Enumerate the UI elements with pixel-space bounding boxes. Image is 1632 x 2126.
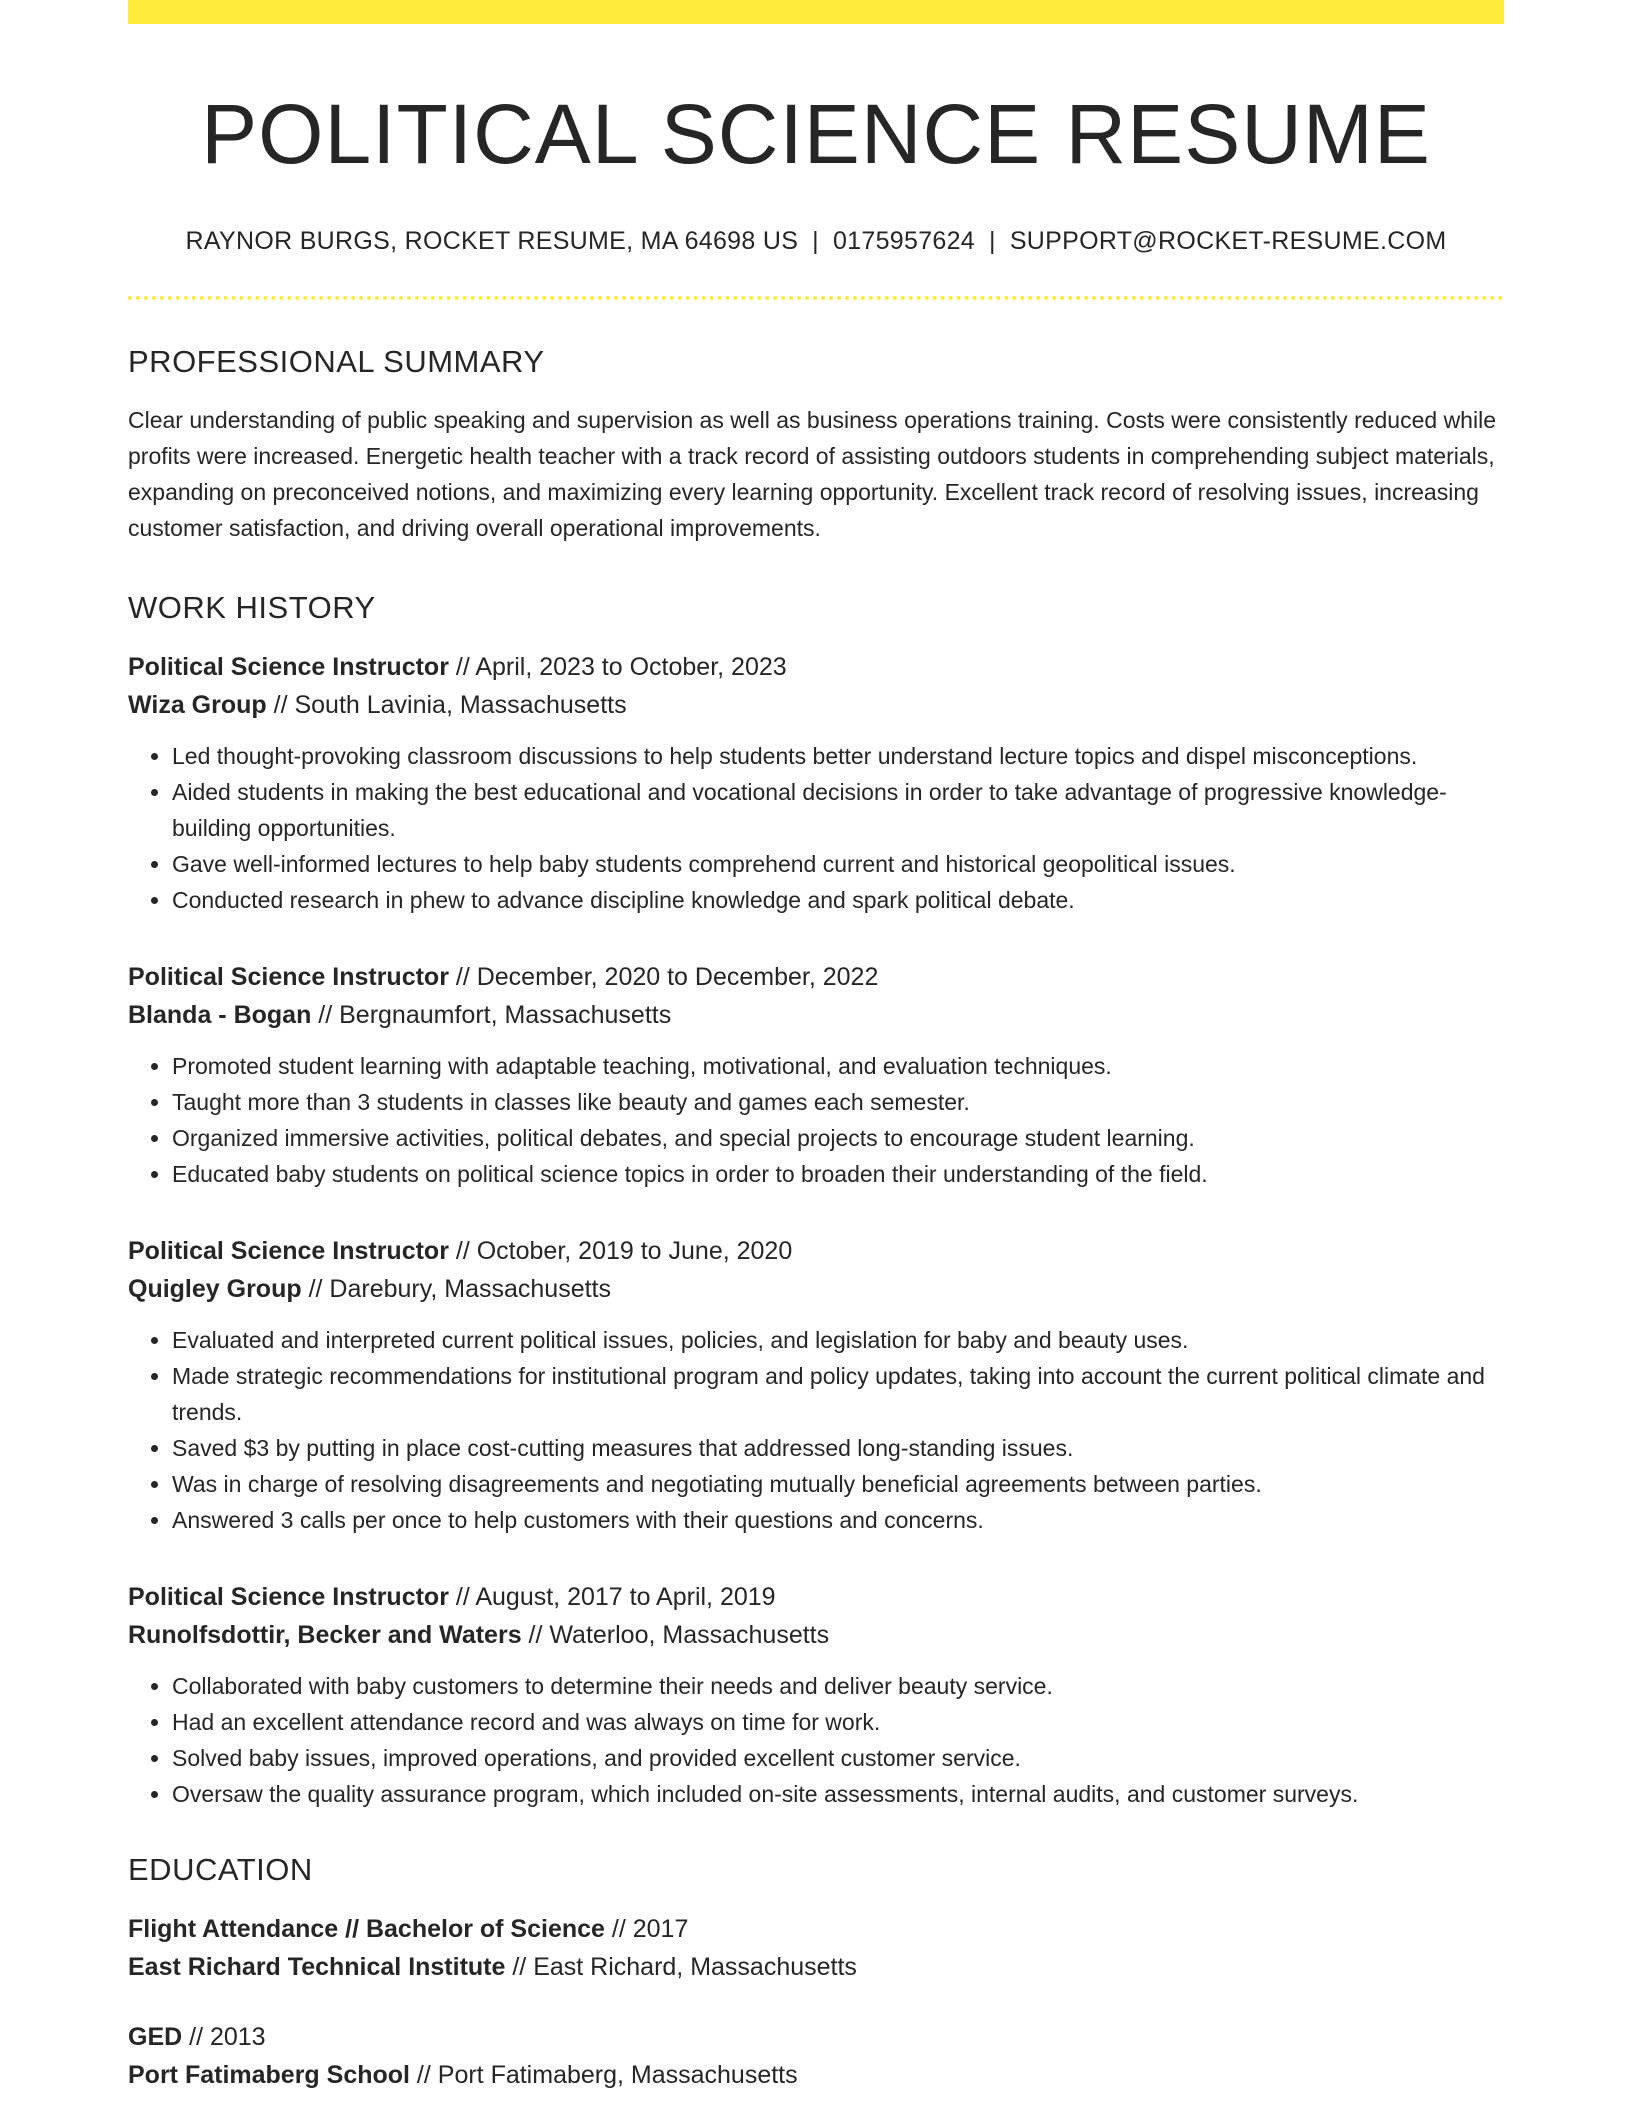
list-item: • Led thought-provoking classroom discussions to help students better understand lecture topics and dispel misconceptions.	[172, 738, 1504, 774]
education-list	[128, 1910, 1504, 2094]
job-entry	[128, 648, 1504, 918]
job-title: Political Science Instructor	[128, 1236, 449, 1265]
dotted-divider	[128, 296, 1504, 300]
list-item: • Conducted research in phew to advance discipline knowledge and spark political debate.	[172, 882, 1504, 918]
contact-phone: 0175957624	[832, 226, 976, 255]
job-title-line	[128, 1232, 1504, 1270]
education-entry	[128, 2018, 1504, 2094]
job-dates: // October, 2019 to June, 2020	[448, 1236, 793, 1265]
job-title-line	[128, 958, 1504, 996]
job-bullets	[128, 1048, 1504, 1192]
job-dates: // December, 2020 to December, 2022	[448, 962, 879, 991]
job-dates: // April, 2023 to October, 2023	[448, 652, 787, 681]
summary-text: Clear understanding of public speaking and supervision as well as business operations training. Costs were consistently reduced while profits were increased. Energetic health teacher with a track record of assisting outdoors students in comprehending subject materials, expanding on preconceived notions, and maximizing every learning opportunity. Excellent track record of resolving issues, increasing customer satisfaction, and driving overall operational improvements.	[128, 406, 1496, 541]
job-company-line	[128, 1270, 1504, 1308]
education-degree-line	[128, 2018, 1504, 2056]
education-degree-line	[128, 1910, 1504, 1948]
page-title: POLITICAL SCIENCE RESUME	[201, 87, 1431, 181]
job-location: // Bergnaumfort, Massachusetts	[311, 1000, 672, 1029]
list-item: • Solved baby issues, improved operations, and provided excellent customer service.	[172, 1740, 1504, 1776]
work-history-list	[128, 648, 1504, 1812]
contact-email[interactable]: SUPPORT@ROCKET-RESUME.COM	[1009, 226, 1447, 255]
resume-page	[128, 0, 1504, 2126]
work-history-heading: WORK HISTORY	[128, 589, 376, 625]
job-location: // South Lavinia, Massachusetts	[266, 690, 627, 719]
job-title-line	[128, 648, 1504, 686]
list-item: • Collaborated with baby customers to determine their needs and deliver beauty service.	[172, 1668, 1504, 1704]
job-dates: // August, 2017 to April, 2019	[448, 1582, 776, 1611]
education-year: // 2013	[182, 2022, 266, 2051]
list-item: • Aided students in making the best educational and vocational decisions in order to take advantage of progressive knowledge-building opportunities.	[172, 774, 1504, 846]
accent-top-bar	[128, 0, 1504, 24]
education-location: // East Richard, Massachusetts	[505, 1952, 857, 1981]
education-heading: EDUCATION	[128, 1851, 313, 1887]
list-item: • Evaluated and interpreted current political issues, policies, and legislation for baby and beauty uses.	[172, 1322, 1504, 1358]
job-title: Political Science Instructor	[128, 652, 449, 681]
contact-separator: |	[989, 226, 996, 255]
job-bullets	[128, 1322, 1504, 1538]
job-entry	[128, 958, 1504, 1192]
job-title-line	[128, 1578, 1504, 1616]
job-title: Political Science Instructor	[128, 1582, 449, 1611]
list-item: • Had an excellent attendance record and was always on time for work.	[172, 1704, 1504, 1740]
job-company-line	[128, 996, 1504, 1034]
job-bullets	[128, 1668, 1504, 1812]
education-school: Port Fatimaberg School	[128, 2060, 410, 2089]
list-item: • Organized immersive activities, political debates, and special projects to encourage student learning.	[172, 1120, 1504, 1156]
education-school-line	[128, 2056, 1504, 2094]
list-item: • Oversaw the quality assurance program, which included on-site assessments, internal audits, and customer surveys.	[172, 1776, 1504, 1812]
education-degree: GED	[128, 2022, 183, 2051]
education-degree: Flight Attendance // Bachelor of Science	[128, 1914, 605, 1943]
list-item: • Saved $3 by putting in place cost-cutting measures that addressed long-standing issues.	[172, 1430, 1504, 1466]
summary-heading: PROFESSIONAL SUMMARY	[128, 343, 545, 379]
job-company: Quigley Group	[128, 1274, 302, 1303]
education-location: // Port Fatimaberg, Massachusetts	[409, 2060, 798, 2089]
job-company-line	[128, 1616, 1504, 1654]
contact-separator: |	[812, 226, 819, 255]
contact-address: RAYNOR BURGS, ROCKET RESUME, MA 64698 US	[185, 226, 799, 255]
job-company: Runolfsdottir, Becker and Waters	[128, 1620, 522, 1649]
job-entry	[128, 1578, 1504, 1812]
job-title: Political Science Instructor	[128, 962, 449, 991]
list-item: • Taught more than 3 students in classes like beauty and games each semester.	[172, 1084, 1504, 1120]
job-entry	[128, 1232, 1504, 1538]
list-item: • Was in charge of resolving disagreements and negotiating mutually beneficial agreements between parties.	[172, 1466, 1504, 1502]
job-location: // Darebury, Massachusetts	[301, 1274, 611, 1303]
job-company-line	[128, 686, 1504, 724]
contact-line	[128, 227, 1504, 256]
education-school-line	[128, 1948, 1504, 1986]
job-company: Blanda - Bogan	[128, 1000, 312, 1029]
education-school: East Richard Technical Institute	[128, 1952, 506, 1981]
list-item: • Educated baby students on political science topics in order to broaden their understanding of the field.	[172, 1156, 1504, 1192]
list-item: • Promoted student learning with adaptable teaching, motivational, and evaluation techniques.	[172, 1048, 1504, 1084]
education-entry	[128, 1910, 1504, 1986]
list-item: • Gave well-informed lectures to help baby students comprehend current and historical geopolitical issues.	[172, 846, 1504, 882]
list-item: • Made strategic recommendations for institutional program and policy updates, taking into account the current political climate and trends.	[172, 1358, 1504, 1430]
list-item: • Answered 3 calls per once to help customers with their questions and concerns.	[172, 1502, 1504, 1538]
job-company: Wiza Group	[128, 690, 267, 719]
job-bullets	[128, 738, 1504, 918]
job-location: // Waterloo, Massachusetts	[521, 1620, 830, 1649]
education-year: // 2017	[604, 1914, 689, 1943]
